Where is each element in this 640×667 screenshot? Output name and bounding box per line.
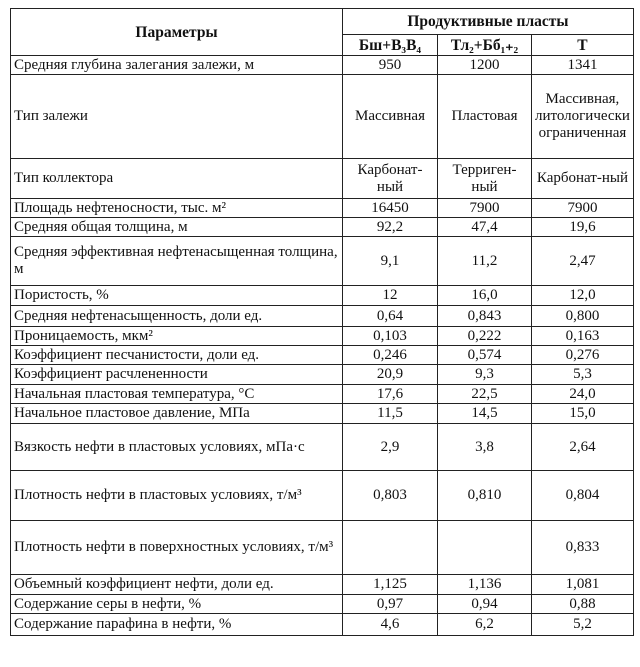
- param-value: 0,810: [438, 471, 532, 521]
- table-row: [11, 575, 634, 595]
- table-row: [11, 471, 634, 521]
- param-value: 16,0: [438, 286, 532, 306]
- param-value: 12: [343, 286, 438, 306]
- param-value: 4,6: [343, 614, 438, 636]
- param-value: Терриген-ный: [438, 159, 532, 199]
- table-row: [11, 75, 634, 159]
- param-value: 1,136: [438, 575, 532, 595]
- param-value: [438, 521, 532, 575]
- param-value: 24,0: [532, 385, 634, 404]
- param-name: Коэффициент песчанистости, доли ед.: [11, 346, 343, 365]
- param-value: 950: [343, 56, 438, 75]
- param-name: Проницаемость, мкм²: [11, 327, 343, 346]
- param-name: Коэффициент расчлененности: [11, 365, 343, 385]
- param-value: 9,1: [343, 237, 438, 286]
- param-value: Карбонат-ный: [343, 159, 438, 199]
- param-name: Объемный коэффициент нефти, доли ед.: [11, 575, 343, 595]
- table-row: [11, 306, 634, 327]
- table-row: [11, 346, 634, 365]
- param-value: 0,803: [343, 471, 438, 521]
- table-row: [11, 365, 634, 385]
- param-value: 0,843: [438, 306, 532, 327]
- param-value: 17,6: [343, 385, 438, 404]
- param-name: Плотность нефти в поверхностных условиях, т/м³: [11, 521, 343, 575]
- param-name: Вязкость нефти в пластовых условиях, мПа·с: [11, 424, 343, 471]
- param-name: Содержание парафина в нефти, %: [11, 614, 343, 636]
- table-row: [11, 199, 634, 218]
- param-value: 0,64: [343, 306, 438, 327]
- param-value: 0,222: [438, 327, 532, 346]
- table-row: [11, 521, 634, 575]
- table-row: [11, 614, 634, 636]
- param-value: 7900: [532, 199, 634, 218]
- table-row: [11, 237, 634, 286]
- param-value: 92,2: [343, 218, 438, 237]
- header-col-3: Т: [532, 35, 634, 56]
- param-value: 0,163: [532, 327, 634, 346]
- param-value: 14,5: [438, 404, 532, 424]
- param-value: 0,97: [343, 595, 438, 614]
- param-name: Средняя эффективная нефтенасыщенная толщина, м: [11, 237, 343, 286]
- param-value: Пластовая: [438, 75, 532, 159]
- param-value: 1,081: [532, 575, 634, 595]
- param-value: 2,47: [532, 237, 634, 286]
- header-params: Параметры: [11, 9, 343, 56]
- header-col-1: Бш+В₃В₄: [343, 35, 438, 56]
- param-name: Тип коллектора: [11, 159, 343, 199]
- param-name: Содержание серы в нефти, %: [11, 595, 343, 614]
- param-name: Тип залежи: [11, 75, 343, 159]
- param-value: 5,3: [532, 365, 634, 385]
- param-name: Площадь нефтеносности, тыс. м²: [11, 199, 343, 218]
- param-value: 9,3: [438, 365, 532, 385]
- param-value: 2,9: [343, 424, 438, 471]
- param-value: Массивная: [343, 75, 438, 159]
- param-value: 0,574: [438, 346, 532, 365]
- param-value: 0,800: [532, 306, 634, 327]
- param-value: 19,6: [532, 218, 634, 237]
- param-value: 2,64: [532, 424, 634, 471]
- header-col-2: Тл₂+Бб₁₊₂: [438, 35, 532, 56]
- param-value: 5,2: [532, 614, 634, 636]
- table-row: [11, 385, 634, 404]
- param-value: 20,9: [343, 365, 438, 385]
- param-value: 1,125: [343, 575, 438, 595]
- param-name: Средняя нефтенасыщенность, доли ед.: [11, 306, 343, 327]
- param-value: Карбонат-ный: [532, 159, 634, 199]
- param-value: Массивная, литологически ограниченная: [532, 75, 634, 159]
- param-value: 1200: [438, 56, 532, 75]
- table-row: [11, 327, 634, 346]
- param-value: 16450: [343, 199, 438, 218]
- param-value: 6,2: [438, 614, 532, 636]
- table-row: [11, 218, 634, 237]
- header-group: Продуктивные пласты: [343, 9, 634, 35]
- param-value: 3,8: [438, 424, 532, 471]
- param-value: 11,2: [438, 237, 532, 286]
- param-value: 0,833: [532, 521, 634, 575]
- param-value: 15,0: [532, 404, 634, 424]
- param-value: 0,804: [532, 471, 634, 521]
- param-value: 22,5: [438, 385, 532, 404]
- param-value: 0,276: [532, 346, 634, 365]
- parameters-table: [10, 8, 634, 636]
- param-name: Средняя глубина залегания залежи, м: [11, 56, 343, 75]
- param-name: Начальная пластовая температура, °С: [11, 385, 343, 404]
- param-value: 1341: [532, 56, 634, 75]
- table-row: [11, 595, 634, 614]
- table-row: [11, 404, 634, 424]
- param-name: Плотность нефти в пластовых условиях, т/м³: [11, 471, 343, 521]
- param-name: Начальное пластовое давление, МПа: [11, 404, 343, 424]
- param-value: 0,103: [343, 327, 438, 346]
- param-value: 0,94: [438, 595, 532, 614]
- param-value: [343, 521, 438, 575]
- param-value: 11,5: [343, 404, 438, 424]
- param-value: 12,0: [532, 286, 634, 306]
- param-name: Средняя общая толщина, м: [11, 218, 343, 237]
- param-value: 0,246: [343, 346, 438, 365]
- param-value: 7900: [438, 199, 532, 218]
- table-row: [11, 56, 634, 75]
- param-value: 0,88: [532, 595, 634, 614]
- table-row: [11, 424, 634, 471]
- param-name: Пористость, %: [11, 286, 343, 306]
- table-row: [11, 159, 634, 199]
- table-row: [11, 286, 634, 306]
- param-value: 47,4: [438, 218, 532, 237]
